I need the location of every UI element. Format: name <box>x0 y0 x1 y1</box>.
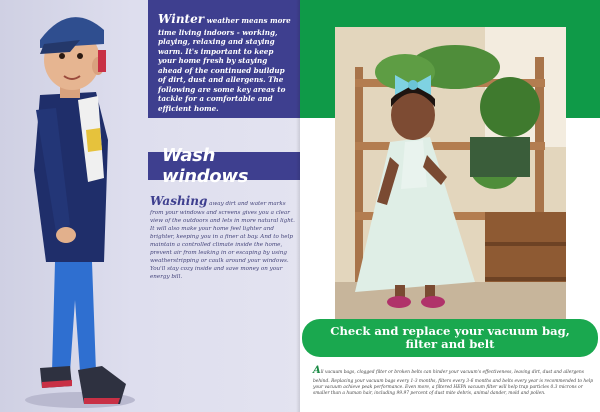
intro-lead-word: Winter <box>158 12 205 26</box>
headphone <box>98 50 106 72</box>
vacuum-lead-letter: A <box>313 365 321 376</box>
right-page <box>300 0 600 412</box>
vacuum-paragraph <box>313 364 596 398</box>
hand <box>56 227 76 243</box>
section-heading: Wash windows <box>162 145 249 187</box>
intro-box <box>148 0 300 118</box>
girl-photo <box>335 27 566 319</box>
intro-text: weather means more time living indoors - working, playing, relaxing and staying warm. It's important to keep your home fresh by staying ahead of the continued buildup of dirt, dust and allergens. The following are some key areas to tackle for a comfortable and efficient home. <box>158 16 291 113</box>
boy-photo <box>0 0 150 412</box>
shoe-sole <box>84 398 120 404</box>
jeans <box>52 262 96 372</box>
tshirt-print <box>86 128 102 152</box>
body-lead-word: Washing <box>150 194 208 208</box>
body-text: away dirt and water marks from your windows and screens gives you a clear view of the outdoors and lets in more natural light. It will also make your home feel lighter and brighter, keeping you in a finer at bay. And to help maintain a controlled climate inside the home, prevent air from leaking in or escaping by using weatherstripping or caulk around your windows. You'll stay cozy inside and save money on your energy bill. <box>150 201 295 280</box>
intro-paragraph <box>158 12 292 113</box>
section-heading-band <box>148 145 300 187</box>
banner-heading: Check and replace your vacuum bag, filter and belt <box>330 323 570 351</box>
vacuum-text: ll vacuum bags, clogged filter or broken belts can hinder your vacuum's effectiveness, leaving dirt, dust and allergens behind. Replacing your vacuum bags every 1-3 months, filters every 3-6 months and belts every year is recommended to help your vacuum achieve peak performance. Even more, a filtered HEPA vacuum filter will help trap particles 0.3 microns or smaller than a human hair, including 99.97 percent of dust mite debris, animal dander, mold and pollen. <box>313 370 594 397</box>
section-banner <box>302 319 598 357</box>
body-paragraph <box>150 193 295 281</box>
